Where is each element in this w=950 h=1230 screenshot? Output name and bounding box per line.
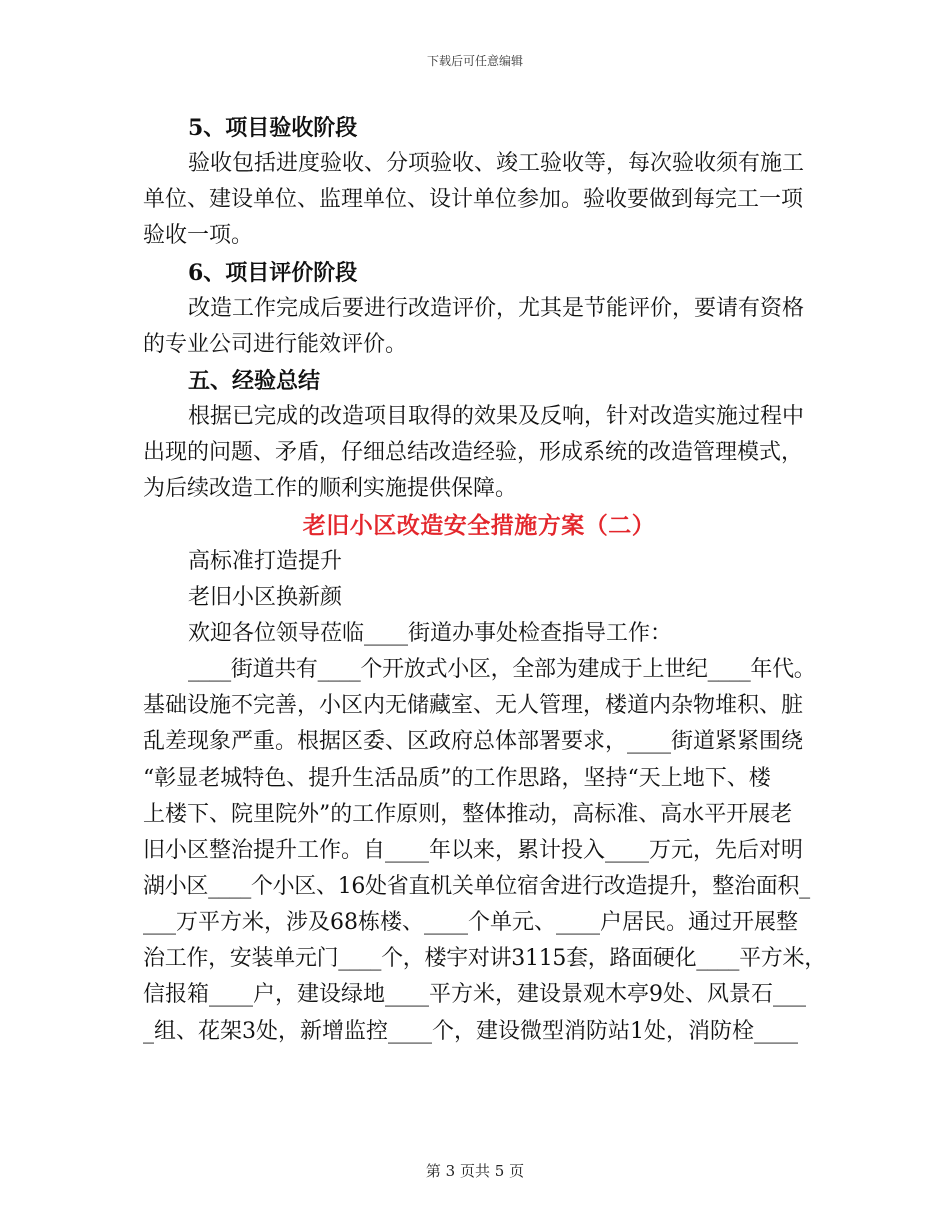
- paragraph-line: 的专业公司进行能效评价。: [143, 331, 408, 357]
- paragraph-line: 验收一项。: [143, 223, 254, 249]
- paragraph-line: 旧小区整治提升工作。自____年以来，累计投入____万元，先后对明: [143, 837, 804, 863]
- paragraph-line: ____街道共有____个开放式小区，全部为建成于上世纪____年代。: [188, 657, 816, 683]
- page-header-note: 下载后可任意编辑: [426, 54, 523, 68]
- paragraph-line: 出现的问题、矛盾，仔细总结改造经验，形成系统的改造管理模式，: [143, 440, 804, 466]
- section-heading-summary: 五、经验总结: [188, 367, 321, 394]
- paragraph-line: _组、花架3处，新增监控____个，建设微型消防站1处，消防栓____: [143, 1018, 798, 1044]
- document-body: [143, 110, 826, 1050]
- paragraph-line: 上楼下、院里院外”的工作原则，整体推动，高标准、高水平开展老: [143, 801, 793, 827]
- paragraph-line: 为后续改造工作的顺利实施提供保障。: [143, 476, 518, 502]
- slogan-line: 高标准打造提升: [188, 548, 343, 574]
- section-heading-6: 6、项目评价阶段: [188, 259, 358, 286]
- paragraph-line: 湖小区____个小区、16处省直机关单位宿舍进行改造提升，整治面积_: [143, 873, 810, 899]
- paragraph-line: 验收包括进度验收、分项验收、竣工验收等，每次验收须有施工: [188, 151, 805, 177]
- paragraph-line: ___万平方米，涉及68栋楼、____个单元、____户居民。通过开展整: [143, 910, 798, 936]
- paragraph-line: 乱差现象严重。根据区委、区政府总体部署要求，____街道紧紧围绕: [143, 729, 804, 755]
- greeting-line: 欢迎各位领导莅临____街道办事处检查指导工作：: [188, 620, 673, 646]
- paragraph-line: 基础设施不完善，小区内无储藏室、无人管理，楼道内杂物堆积、脏: [143, 693, 804, 719]
- paragraph-line: 改造工作完成后要进行改造评价，尤其是节能评价，要请有资格: [188, 295, 805, 321]
- page-number: 第 3 页共 5 页: [425, 1162, 525, 1180]
- paragraph-line: 治工作，安装单元门____个，楼宇对讲3115套，路面硬化____平方米，: [143, 946, 826, 972]
- section-heading-5: 5、项目验收阶段: [188, 115, 358, 141]
- slogan-line: 老旧小区换新颜: [188, 584, 343, 610]
- paragraph-line: 信报箱____户，建设绿地____平方米，建设景观木亭9处、风景石___: [143, 982, 806, 1008]
- paragraph-line: 根据已完成的改造项目取得的效果及反响，针对改造实施过程中: [188, 404, 805, 430]
- document-title: 老旧小区改造安全措施方案（二）: [302, 511, 656, 539]
- paragraph-line: “彰显老城特色、提升生活品质”的工作思路，坚持“天上地下、楼: [143, 765, 771, 791]
- paragraph-line: 单位、建设单位、监理单位、设计单位参加。验收要做到每完工一项: [143, 187, 804, 213]
